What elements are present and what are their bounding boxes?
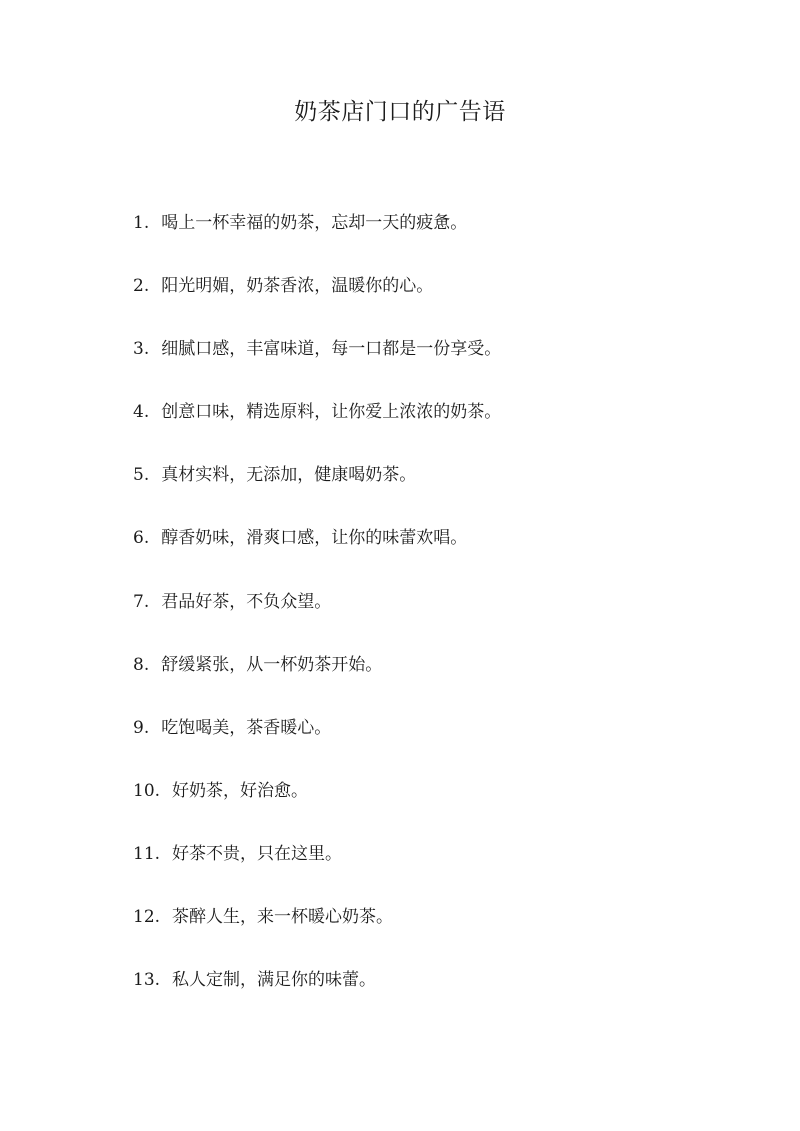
item-number: 4. [133, 402, 150, 423]
list-item [133, 464, 501, 527]
list-item [133, 780, 501, 843]
list-item [133, 717, 501, 780]
list-item [133, 654, 501, 717]
item-text: 创意口味，精选原料，让你爱上浓浓的奶茶。 [161, 402, 502, 423]
item-text: 醇香奶味，滑爽口感，让你的味蕾欢唱。 [161, 528, 468, 549]
item-number: 5. [133, 465, 150, 486]
slogan-list [133, 212, 501, 1032]
item-number: 8. [133, 654, 150, 675]
item-number: 11. [133, 843, 161, 864]
item-text: 真材实料，无添加，健康喝奶茶。 [161, 465, 417, 486]
item-number: 10. [133, 780, 161, 801]
item-number: 9. [133, 717, 150, 738]
item-text: 喝上一杯幸福的奶茶，忘却一天的疲惫。 [161, 213, 468, 233]
item-number: 6. [133, 528, 150, 549]
list-item [133, 591, 501, 654]
item-number: 2. [133, 276, 150, 297]
item-number: 7. [133, 591, 150, 612]
item-text: 阳光明媚，奶茶香浓，温暖你的心。 [161, 276, 434, 297]
item-text: 细腻口感，丰富味道，每一口都是一份享受。 [161, 339, 502, 360]
list-item [133, 212, 501, 275]
item-text: 舒缓紧张，从一杯奶茶开始。 [161, 654, 383, 675]
item-number: 1. [133, 213, 150, 233]
item-text: 茶醉人生，来一杯暖心奶茶。 [172, 907, 394, 928]
item-text: 君品好茶，不负众望。 [161, 591, 332, 612]
item-text: 好奶茶，好治愈。 [172, 780, 309, 801]
item-number: 12. [133, 907, 161, 928]
list-item [133, 275, 501, 338]
item-text: 吃饱喝美，茶香暖心。 [161, 717, 332, 738]
list-item [133, 338, 501, 401]
page-title: 奶茶店门口的广告语 [294, 99, 506, 125]
list-item [133, 969, 501, 1032]
list-item [133, 843, 501, 906]
list-item [133, 906, 501, 969]
item-number: 3. [133, 339, 150, 360]
item-number: 13. [133, 970, 161, 991]
item-text: 私人定制，满足你的味蕾。 [172, 970, 377, 991]
list-item [133, 527, 501, 590]
item-text: 好茶不贵，只在这里。 [172, 843, 343, 864]
list-item [133, 401, 501, 464]
